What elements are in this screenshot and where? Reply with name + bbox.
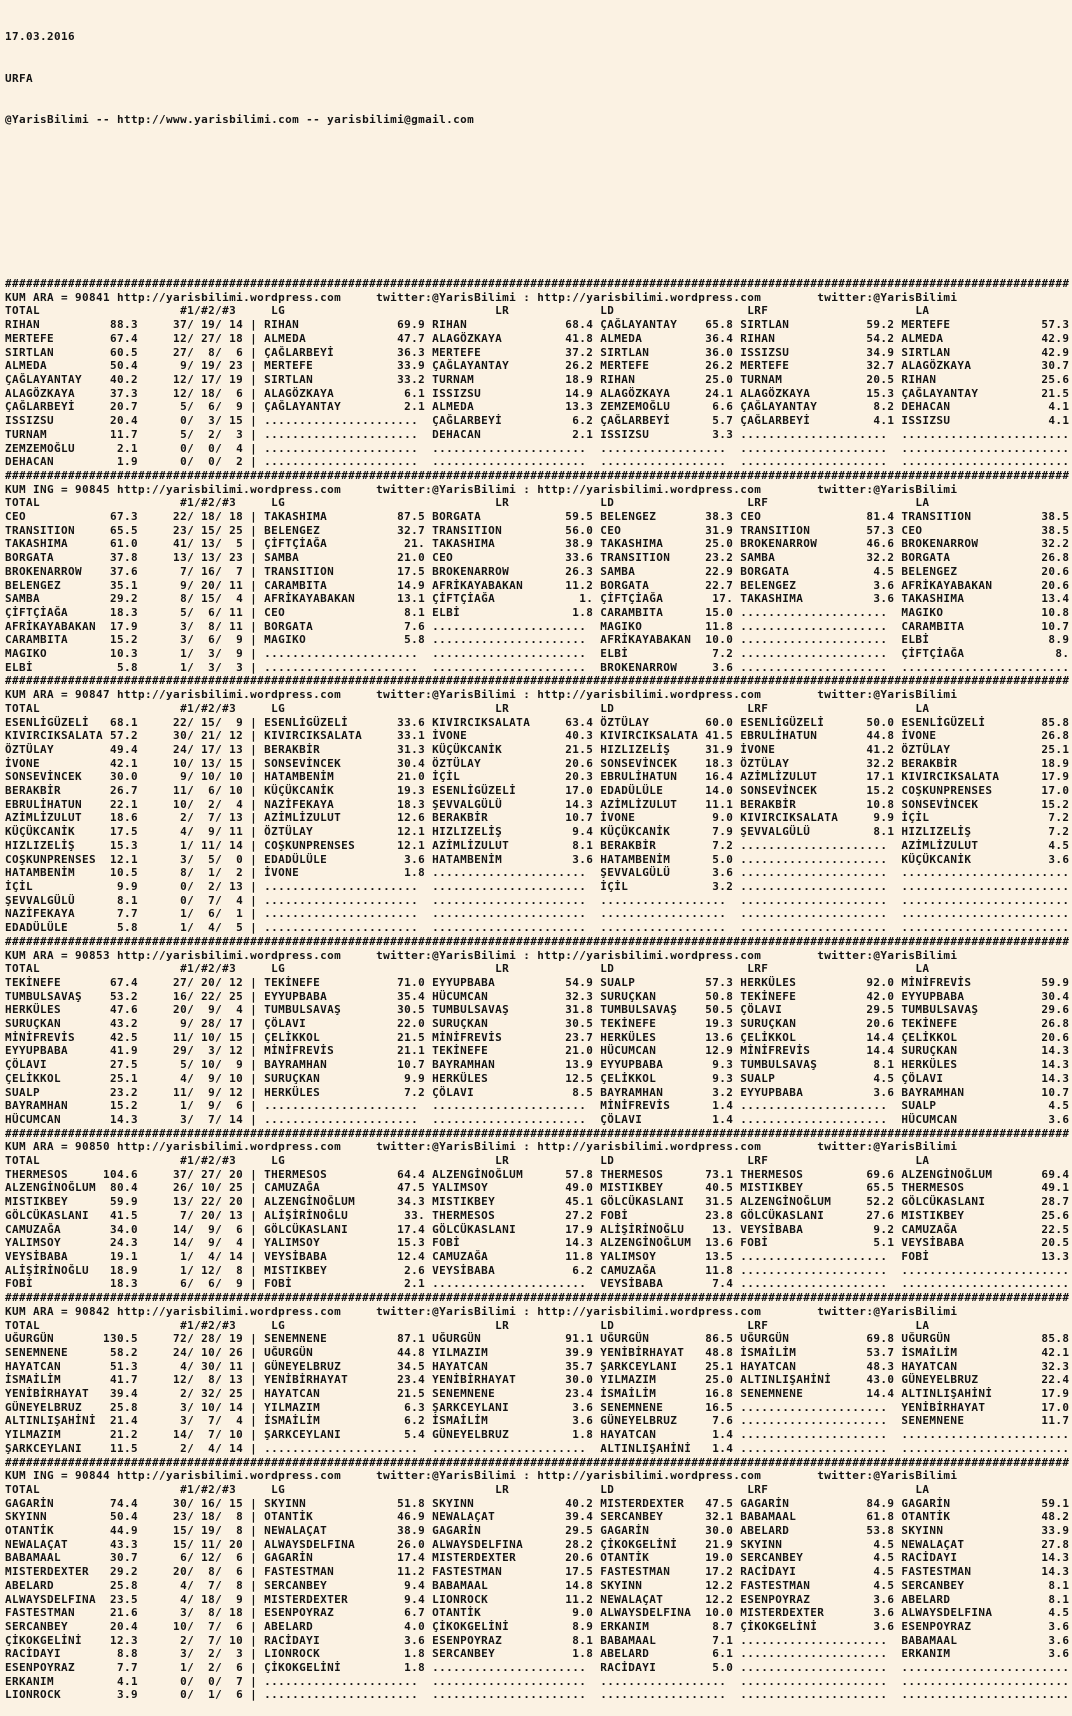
table-row: AZİMLİZULUT 18.6 2/ 7/ 13 | AZİMLİZULUT 12.6 BERAKBİR 10.7 İVONE 9.0 KIVIRCIKSALATA 9.9 İÇİL 7.2 <box>5 811 1070 825</box>
column-header-line: TOTAL #1/#2/#3 LG LR LD LRF LA <box>5 496 1070 510</box>
table-row: COŞKUNPRENSES 12.1 3/ 5/ 0 | EDADÜLÜLE 3.6 HATAMBENİM 3.6 HATAMBENİM 5.0 ..................... KÜÇÜKCANİK 3.6 <box>5 852 1070 866</box>
table-row: THERMESOS 104.6 37/ 27/ 20 | THERMESOS 64.4 ALZENGİNOĞLUM 57.8 THERMESOS 73.1 THERMESOS 69.6 ALZENGİNOĞLUM 69.4 <box>5 1167 1070 1181</box>
table-row: CAMUZAĞA 34.0 14/ 9/ 6 | GÖLCÜKASLANI 17.4 GÖLCÜKASLANI 17.9 ALİŞİRİNOĞLU 13. VEYSİBABA 9.2 CAMUZAĞA 22.5 <box>5 1222 1070 1236</box>
table-row: EYYUPBABA 41.9 29/ 3/ 12 | MİNİFREVİS 21.1 TEKİNEFE 21.0 HÜCUMCAN 12.9 MİNİFREVİS 14.4 SURUÇKAN 14.3 <box>5 1044 1070 1058</box>
table-row: ÇÖLAVI 27.5 5/ 10/ 9 | BAYRAMHAN 10.7 BAYRAMHAN 13.9 EYYUPBABA 9.3 TUMBULSAVAŞ 8.1 HERKÜLES 14.3 <box>5 1058 1070 1072</box>
table-row: ŞEVVALGÜLÜ 8.1 0/ 7/ 4 | ...................... ...................... .................. ..................... ........................ <box>5 893 1070 907</box>
table-row: YALIMSOY 24.3 14/ 9/ 4 | YALIMSOY 15.3 FOBİ 14.3 ALZENGİNOĞLUM 13.6 FOBİ 5.1 VEYSİBABA 20.5 <box>5 1236 1070 1250</box>
city-text: URFA <box>5 71 34 85</box>
table-row: YENİBİRHAYAT 39.4 2/ 32/ 25 | HAYATCAN 21.5 SENEMNENE 23.4 İSMAİLİM 16.8 SENEMNENE 14.4 ALTINLIŞAHİNİ 17.9 <box>5 1387 1070 1401</box>
table-row: ŞARKCEYLANI 11.5 2/ 4/ 14 | ...................... ...................... ALTINLIŞAHİNİ 1.4 ..................... ........................ <box>5 1441 1070 1455</box>
table-row: FOBİ 18.3 6/ 6/ 9 | FOBİ 2.1 ...................... VEYSİBABA 7.4 ..................... ........................ <box>5 1277 1070 1291</box>
table-row: TUMBULSAVAŞ 53.2 16/ 22/ 25 | EYYUPBABA 35.4 HÜCUMCAN 32.3 SURUÇKAN 50.8 TEKİNEFE 42.0 EYYUPBABA 30.4 <box>5 989 1070 1003</box>
table-row: SONSEVİNCEK 30.0 9/ 10/ 10 | HATAMBENİM 21.0 İÇİL 20.3 EBRULİHATUN 16.4 AZİMLİZULUT 17.1 KIVIRCIKSALATA 17.9 <box>5 770 1070 784</box>
table-row: SUALP 23.2 11/ 9/ 12 | HERKÜLES 7.2 ÇÖLAVI 8.5 BAYRAMHAN 3.2 EYYUPBABA 3.6 BAYRAMHAN 10.7 <box>5 1085 1070 1099</box>
table-row: BELENGEZ 35.1 9/ 20/ 11 | CARAMBITA 14.9 AFRİKAYABAKAN 11.2 BORGATA 22.7 BELENGEZ 3.6 AFRİKAYABAKAN 20.6 <box>5 578 1070 592</box>
table-row: ÖZTÜLAY 49.4 24/ 17/ 13 | BERAKBİR 31.3 KÜÇÜKCANİK 21.5 HIZLIZELİŞ 31.9 İVONE 41.2 ÖZTÜLAY 25.1 <box>5 742 1070 756</box>
table-row: HIZLIZELİŞ 15.3 1/ 11/ 14 | COŞKUNPRENSES 12.1 AZİMLİZULUT 8.1 BERAKBİR 7.2 ..................... AZİMLİZULUT 4.5 <box>5 838 1070 852</box>
table-row: SENEMNENE 58.2 24/ 10/ 26 | UĞURGÜN 44.8 YILMAZIM 39.9 YENİBİRHAYAT 48.8 İSMAİLİM 53.7 İSMAİLİM 42.1 <box>5 1345 1070 1359</box>
table-row: MİNİFREVİS 42.5 11/ 10/ 15 | ÇELİKKOL 21.5 MİNİFREVİS 23.7 HERKÜLES 13.6 ÇELİKKOL 14.4 ÇELİKKOL 20.6 <box>5 1030 1070 1044</box>
table-row: RIHAN 88.3 37/ 19/ 14 | RIHAN 69.9 RIHAN 68.4 ÇAĞLAYANTAY 65.8 SIRTLAN 59.2 MERTEFE 57.3 <box>5 318 1070 332</box>
table-row: ÇİKOKGELİNİ 12.3 2/ 7/ 10 | RACİDAYI 3.6 ESENPOYRAZ 8.1 BABAMAAL 7.1 ..................... BABAMAAL 3.6 <box>5 1633 1070 1647</box>
table-row: NAZİFEKAYA 7.7 1/ 6/ 1 | ...................... ...................... .................. ..................... ........................ <box>5 907 1070 921</box>
section-title-line: KUM ARA = 90847 http://yarisbilimi.wordpress.com twitter:@YarisBilimi : http://yarisbilimi.wordpress.com twitter:@YarisBilimi <box>5 688 958 702</box>
table-row: BORGATA 37.8 13/ 13/ 23 | SAMBA 21.0 CEO 33.6 TRANSITION 23.2 SAMBA 32.2 BORGATA 26.8 <box>5 551 1070 565</box>
table-row: TRANSITION 65.5 23/ 15/ 25 | BELENGEZ 32.7 TRANSITION 56.0 CEO 31.9 TRANSITION 57.3 CEO 38.5 <box>5 523 1070 537</box>
table-row: ÇİFTÇİAĞA 18.3 5/ 6/ 11 | CEO 8.1 ELBİ 1.8 CARAMBITA 15.0 ..................... MAGIKO 10.8 <box>5 605 1070 619</box>
table-row: TURNAM 11.7 5/ 2/ 3 | ...................... DEHACAN 2.1 ISSIZSU 3.3 ..................... ........................ <box>5 427 1070 441</box>
column-header-line: TOTAL #1/#2/#3 LG LR LD LRF LA <box>5 304 1070 318</box>
blank-line <box>5 154 1072 168</box>
table-row: ESENPOYRAZ 7.7 1/ 2/ 6 | ÇİKOKGELİNİ 1.8 ...................... RACİDAYI 5.0 ..................... ........................ <box>5 1661 1070 1675</box>
column-header-line: TOTAL #1/#2/#3 LG LR LD LRF LA <box>5 1318 1070 1332</box>
section-title-line: KUM ARA = 90853 http://yarisbilimi.wordpress.com twitter:@YarisBilimi : http://yarisbilimi.wordpress.com twitter:@YarisBilimi <box>5 948 958 962</box>
table-row: AFRİKAYABAKAN 17.9 3/ 8/ 11 | BORGATA 7.6 ...................... MAGIKO 11.8 ..................... CARAMBITA 10.7 <box>5 619 1070 633</box>
separator-line: ######################################################################################################################################################## <box>5 934 1070 948</box>
table-row: ABELARD 25.8 4/ 7/ 8 | SERCANBEY 9.4 BABAMAAL 14.8 SKYINN 12.2 FASTESTMAN 4.5 SERCANBEY 8.1 <box>5 1578 1070 1592</box>
table-row: HATAMBENİM 10.5 8/ 1/ 2 | İVONE 1.8 ...................... ŞEVVALGÜLÜ 3.6 ..................... ........................ <box>5 866 1070 880</box>
table-row: VEYSİBABA 19.1 1/ 4/ 14 | VEYSİBABA 12.4 CAMUZAĞA 11.8 YALIMSOY 13.5 ..................... FOBİ 13.3 <box>5 1249 1070 1263</box>
table-row: GÜNEYELBRUZ 25.8 3/ 10/ 14 | YILMAZIM 6.3 ŞARKCEYLANI 3.6 SENEMNENE 16.5 ..................... YENİBİRHAYAT 17.0 <box>5 1400 1070 1414</box>
table-row: ZEMZEMOĞLU 2.1 0/ 0/ 4 | ...................... ...................... .................. ..................... ........................ <box>5 441 1070 455</box>
table-row: CARAMBITA 15.2 3/ 6/ 9 | MAGIKO 5.8 ...................... AFRİKAYABAKAN 10.0 ..................... ELBİ 8.9 <box>5 633 1070 647</box>
table-row: ÇAĞLAYANTAY 40.2 12/ 17/ 19 | SIRTLAN 33.2 TURNAM 18.9 RIHAN 25.0 TURNAM 20.5 RIHAN 25.6 <box>5 372 1070 386</box>
table-row: HERKÜLES 47.6 20/ 9/ 4 | TUMBULSAVAŞ 30.5 TUMBULSAVAŞ 31.8 TUMBULSAVAŞ 50.5 ÇÖLAVI 29.5 TUMBULSAVAŞ 29.6 <box>5 1003 1070 1017</box>
table-row: ISSIZSU 20.4 0/ 3/ 15 | ...................... ÇAĞLARBEYİ 6.2 ÇAĞLARBEYİ 5.7 ÇAĞLARBEYİ 4.1 ISSIZSU 4.1 <box>5 414 1070 428</box>
table-row: NEWALAÇAT 43.3 15/ 11/ 20 | ALWAYSDELFINA 26.0 ALWAYSDELFINA 28.2 ÇİKOKGELİNİ 21.9 SKYINN 4.5 NEWALAÇAT 27.8 <box>5 1537 1070 1551</box>
table-row: MISTERDEXTER 29.2 20/ 8/ 6 | FASTESTMAN 11.2 FASTESTMAN 17.5 FASTESTMAN 17.2 RACİDAYI 4.5 FASTESTMAN 14.3 <box>5 1565 1070 1579</box>
sections-container <box>5 277 1072 1702</box>
section-title-line: KUM ARA = 90841 http://yarisbilimi.wordpress.com twitter:@YarisBilimi : http://yarisbilimi.wordpress.com twitter:@YarisBilimi <box>5 290 958 304</box>
table-row: ALİŞİRİNOĞLU 18.9 1/ 12/ 8 | MISTIKBEY 2.6 VEYSİBABA 6.2 CAMUZAĞA 11.8 ..................... ........................ <box>5 1263 1070 1277</box>
separator-line: ######################################################################################################################################################## <box>5 1291 1070 1305</box>
table-row: ALWAYSDELFINA 23.5 4/ 18/ 9 | MISTERDEXTER 9.4 LIONROCK 11.2 NEWALAÇAT 12.2 ESENPOYRAZ 3.6 ABELARD 8.1 <box>5 1592 1070 1606</box>
table-row: DEHACAN 1.9 0/ 0/ 2 | ...................... ...................... .................. ..................... ........................ <box>5 455 1070 469</box>
table-row: GAGARİN 74.4 30/ 16/ 15 | SKYINN 51.8 SKYINN 40.2 MISTERDEXTER 47.5 GAGARİN 84.9 GAGARİN 59.1 <box>5 1496 1070 1510</box>
table-row: RACİDAYI 8.8 3/ 2/ 3 | LIONROCK 1.8 SERCANBEY 1.8 ABELARD 6.1 ..................... ERKANIM 3.6 <box>5 1647 1070 1661</box>
table-row: İVONE 42.1 10/ 13/ 15 | SONSEVİNCEK 30.4 ÖZTÜLAY 20.6 SONSEVİNCEK 18.3 ÖZTÜLAY 32.2 BERAKBİR 18.9 <box>5 756 1070 770</box>
table-row: OTANTİK 44.9 15/ 19/ 8 | NEWALAÇAT 38.9 GAGARİN 29.5 GAGARİN 30.0 ABELARD 53.8 SKYINN 33.9 <box>5 1524 1070 1538</box>
table-row: LIONROCK 3.9 0/ 1/ 6 | ...................... ...................... .................. ..................... ........................ <box>5 1688 1070 1702</box>
separator-line: ######################################################################################################################################################## <box>5 1126 1070 1140</box>
separator-line: ######################################################################################################################################################## <box>5 277 1070 291</box>
table-row: YILMAZIM 21.2 14/ 7/ 10 | ŞARKCEYLANI 5.4 GÜNEYELBRUZ 1.8 HAYATCAN 1.4 ..................... ........................ <box>5 1428 1070 1442</box>
table-row: SURUÇKAN 43.2 9/ 28/ 17 | ÇÖLAVI 22.0 SURUÇKAN 30.5 TEKİNEFE 19.3 SURUÇKAN 20.6 TEKİNEFE 26.8 <box>5 1017 1070 1031</box>
column-header-line: TOTAL #1/#2/#3 LG LR LD LRF LA <box>5 701 1070 715</box>
section-title-line: KUM ARA = 90842 http://yarisbilimi.wordpress.com twitter:@YarisBilimi : http://yarisbilimi.wordpress.com twitter:@YarisBilimi <box>5 1304 958 1318</box>
table-row: ELBİ 5.8 1/ 3/ 3 | ...................... ...................... BROKENARROW 3.6 ..................... ........................ <box>5 660 1070 674</box>
separator-line: ######################################################################################################################################################## <box>5 674 1070 688</box>
separator-line: ######################################################################################################################################################## <box>5 1455 1070 1469</box>
table-row: CEO 67.3 22/ 18/ 18 | TAKASHIMA 87.5 BORGATA 59.5 BELENGEZ 38.3 CEO 81.4 TRANSITION 38.5 <box>5 510 1070 524</box>
table-row: SKYINN 50.4 23/ 18/ 8 | OTANTİK 46.9 NEWALAÇAT 39.4 SERCANBEY 32.1 BABAMAAL 61.8 OTANTİK 48.2 <box>5 1510 1070 1524</box>
table-row: MAGIKO 10.3 1/ 3/ 9 | ...................... ...................... ELBİ 7.2 ..................... ÇİFTÇİAĞA 8. <box>5 647 1070 661</box>
table-row: EDADÜLÜLE 5.8 1/ 4/ 5 | ...................... ...................... .................. ..................... ........................ <box>5 921 1070 935</box>
table-row: FASTESTMAN 21.6 3/ 8/ 18 | ESENPOYRAZ 6.7 OTANTİK 9.0 ALWAYSDELFINA 10.0 MISTERDEXTER 3.6 ALWAYSDELFINA 4.5 <box>5 1606 1070 1620</box>
table-row: İÇİL 9.9 0/ 2/ 13 | ...................... ...................... İÇİL 3.2 ..................... ........................ <box>5 880 1070 893</box>
column-header-line: TOTAL #1/#2/#3 LG LR LD LRF LA <box>5 1154 1070 1168</box>
table-row: UĞURGÜN 130.5 72/ 28/ 19 | SENEMNENE 87.1 UĞURGÜN 91.1 UĞURGÜN 86.5 UĞURGÜN 69.8 UĞURGÜN 85.8 <box>5 1332 1070 1346</box>
section-title-line: KUM ING = 90845 http://yarisbilimi.wordpress.com twitter:@YarisBilimi : http://yarisbilimi.wordpress.com twitter:@YarisBilimi <box>5 482 958 496</box>
table-row: HÜCUMCAN 14.3 3/ 7/ 14 | ...................... ...................... ÇÖLAVI 1.4 ..................... HÜCUMCAN 3.6 <box>5 1112 1070 1126</box>
table-row: MERTEFE 67.4 12/ 27/ 18 | ALMEDA 47.7 ALAGÖZKAYA 41.8 ALMEDA 36.4 RIHAN 54.2 ALMEDA 42.9 <box>5 331 1070 345</box>
blank-line <box>5 236 1072 250</box>
section-title-line: KUM ING = 90844 http://yarisbilimi.wordpress.com twitter:@YarisBilimi : http://yarisbilimi.wordpress.com twitter:@YarisBilimi <box>5 1469 958 1483</box>
table-row: İSMAİLİM 41.7 12/ 8/ 13 | YENİBİRHAYAT 23.4 YENİBİRHAYAT 30.0 YILMAZIM 25.0 ALTINLIŞAHİNİ 43.0 GÜNEYELBRUZ 22.4 <box>5 1373 1070 1387</box>
table-row: ALMEDA 50.4 9/ 19/ 23 | MERTEFE 33.9 ÇAĞLAYANTAY 26.2 MERTEFE 26.2 MERTEFE 32.7 ALAGÖZKAYA 30.7 <box>5 359 1070 373</box>
table-row: TAKASHIMA 61.0 41/ 13/ 5 | ÇİFTÇİAĞA 21. TAKASHIMA 38.9 TAKASHIMA 25.0 BROKENARROW 46.6 BROKENARROW 32.2 <box>5 537 1070 551</box>
table-row: ALTINLIŞAHİNİ 21.4 3/ 7/ 4 | İSMAİLİM 6.2 İSMAİLİM 3.6 GÜNEYELBRUZ 7.6 ..................... SENEMNENE 11.7 <box>5 1414 1070 1428</box>
table-row: ÇAĞLARBEYİ 20.7 5/ 6/ 9 | ÇAĞLAYANTAY 2.1 ALMEDA 13.3 ZEMZEMOĞLU 6.6 ÇAĞLAYANTAY 8.2 DEHACAN 4.1 <box>5 400 1070 414</box>
table-row: KÜÇÜKCANİK 17.5 4/ 9/ 11 | ÖZTÜLAY 12.1 HIZLIZELİŞ 9.4 KÜÇÜKCANİK 7.9 ŞEVVALGÜLÜ 8.1 HIZLIZELİŞ 7.2 <box>5 825 1070 839</box>
table-row: KIVIRCIKSALATA 57.2 30/ 21/ 12 | KIVIRCIKSALATA 33.1 İVONE 40.3 KIVIRCIKSALATA 41.5 EBRULİHATUN 44.8 İVONE 26.8 <box>5 729 1070 743</box>
section-title-line: KUM ARA = 90850 http://yarisbilimi.wordpress.com twitter:@YarisBilimi : http://yarisbilimi.wordpress.com twitter:@YarisBilimi <box>5 1140 958 1154</box>
table-row: ESENLİGÜZELİ 68.1 22/ 15/ 9 | ESENLİGÜZELİ 33.6 KIVIRCIKSALATA 63.4 ÖZTÜLAY 60.0 ESENLİGÜZELİ 50.0 ESENLİGÜZELİ 85.8 <box>5 715 1070 729</box>
separator-line: ######################################################################################################################################################## <box>5 468 1070 482</box>
table-row: ALZENGİNOĞLUM 80.4 26/ 10/ 25 | CAMUZAĞA 47.5 YALIMSOY 49.0 MISTIKBEY 40.5 MISTIKBEY 65.5 THERMESOS 49.1 <box>5 1181 1070 1195</box>
blank-line <box>5 195 1072 209</box>
table-row: GÖLCÜKASLANI 41.5 7/ 20/ 13 | ALİŞİRİNOĞLU 33. THERMESOS 27.2 FOBİ 23.8 GÖLCÜKASLANI 27.6 MISTIKBEY 25.6 <box>5 1208 1070 1222</box>
table-row: SIRTLAN 60.5 27/ 8/ 6 | ÇAĞLARBEYİ 36.3 MERTEFE 37.2 SIRTLAN 36.0 ISSIZSU 34.9 SIRTLAN 42.9 <box>5 345 1070 359</box>
table-row: SERCANBEY 20.4 10/ 7/ 6 | ABELARD 4.0 ÇİKOKGELİNİ 8.9 ERKANIM 8.7 ÇİKOKGELİNİ 3.6 ESENPOYRAZ 3.6 <box>5 1619 1070 1633</box>
table-row: BABAMAAL 30.7 6/ 12/ 6 | GAGARİN 17.4 MISTERDEXTER 20.6 OTANTİK 19.0 SERCANBEY 4.5 RACİDAYI 14.3 <box>5 1551 1070 1565</box>
table-row: ÇELİKKOL 25.1 4/ 9/ 10 | SURUÇKAN 9.9 HERKÜLES 12.5 ÇELİKKOL 9.3 SUALP 4.5 ÇÖLAVI 14.3 <box>5 1071 1070 1085</box>
table-row: BAYRAMHAN 15.2 1/ 9/ 6 | ...................... ...................... MİNİFREVİS 1.4 ..................... SUALP 4.5 <box>5 1099 1070 1113</box>
table-row: TEKİNEFE 67.4 27/ 20/ 12 | TEKİNEFE 71.0 EYYUPBABA 54.9 SUALP 57.3 HERKÜLES 92.0 MİNİFREVİS 59.9 <box>5 975 1070 989</box>
table-row: MISTIKBEY 59.9 13/ 22/ 20 | ALZENGİNOĞLUM 34.3 MISTIKBEY 45.1 GÖLCÜKASLANI 31.5 ALZENGİNOĞLUM 52.2 GÖLCÜKASLANI 28.7 <box>5 1195 1070 1209</box>
column-header-line: TOTAL #1/#2/#3 LG LR LD LRF LA <box>5 962 1070 976</box>
date-text: 17.03.2016 <box>5 30 76 44</box>
contact-text: @YarisBilimi -- http://www.yarisbilimi.com -- yarisbilimi@gmail.com <box>5 112 475 126</box>
table-row: EBRULİHATUN 22.1 10/ 2/ 4 | NAZİFEKAYA 18.3 ŞEVVALGÜLÜ 14.3 AZİMLİZULUT 11.1 BERAKBİR 10.8 SONSEVİNCEK 15.2 <box>5 797 1070 811</box>
table-row: BROKENARROW 37.6 7/ 16/ 7 | TRANSITION 17.5 BROKENARROW 26.3 SAMBA 22.9 BORGATA 4.5 BELENGEZ 20.6 <box>5 564 1070 578</box>
table-row: ERKANIM 4.1 0/ 0/ 7 | ...................... ...................... .................. ..................... ........................ <box>5 1674 1070 1688</box>
column-header-line: TOTAL #1/#2/#3 LG LR LD LRF LA <box>5 1482 1070 1496</box>
table-row: BERAKBİR 26.7 11/ 6/ 10 | KÜÇÜKCANİK 19.3 ESENLİGÜZELİ 17.0 EDADÜLÜLE 14.0 SONSEVİNCEK 15.2 COŞKUNPRENSES 17.0 <box>5 784 1070 798</box>
table-row: ALAGÖZKAYA 37.3 12/ 18/ 6 | ALAGÖZKAYA 6.1 ISSIZSU 14.9 ALAGÖZKAYA 24.1 ALAGÖZKAYA 15.3 ÇAĞLAYANTAY 21.5 <box>5 386 1070 400</box>
table-row: HAYATCAN 51.3 4/ 30/ 11 | GÜNEYELBRUZ 34.5 HAYATCAN 35.7 ŞARKCEYLANI 25.1 HAYATCAN 48.3 HAYATCAN 32.3 <box>5 1359 1070 1373</box>
table-row: SAMBA 29.2 8/ 15/ 4 | AFRİKAYABAKAN 13.1 ÇİFTÇİAĞA 1. ÇİFTÇİAĞA 17. TAKASHIMA 3.6 TAKASHIMA 13.4 <box>5 592 1070 606</box>
